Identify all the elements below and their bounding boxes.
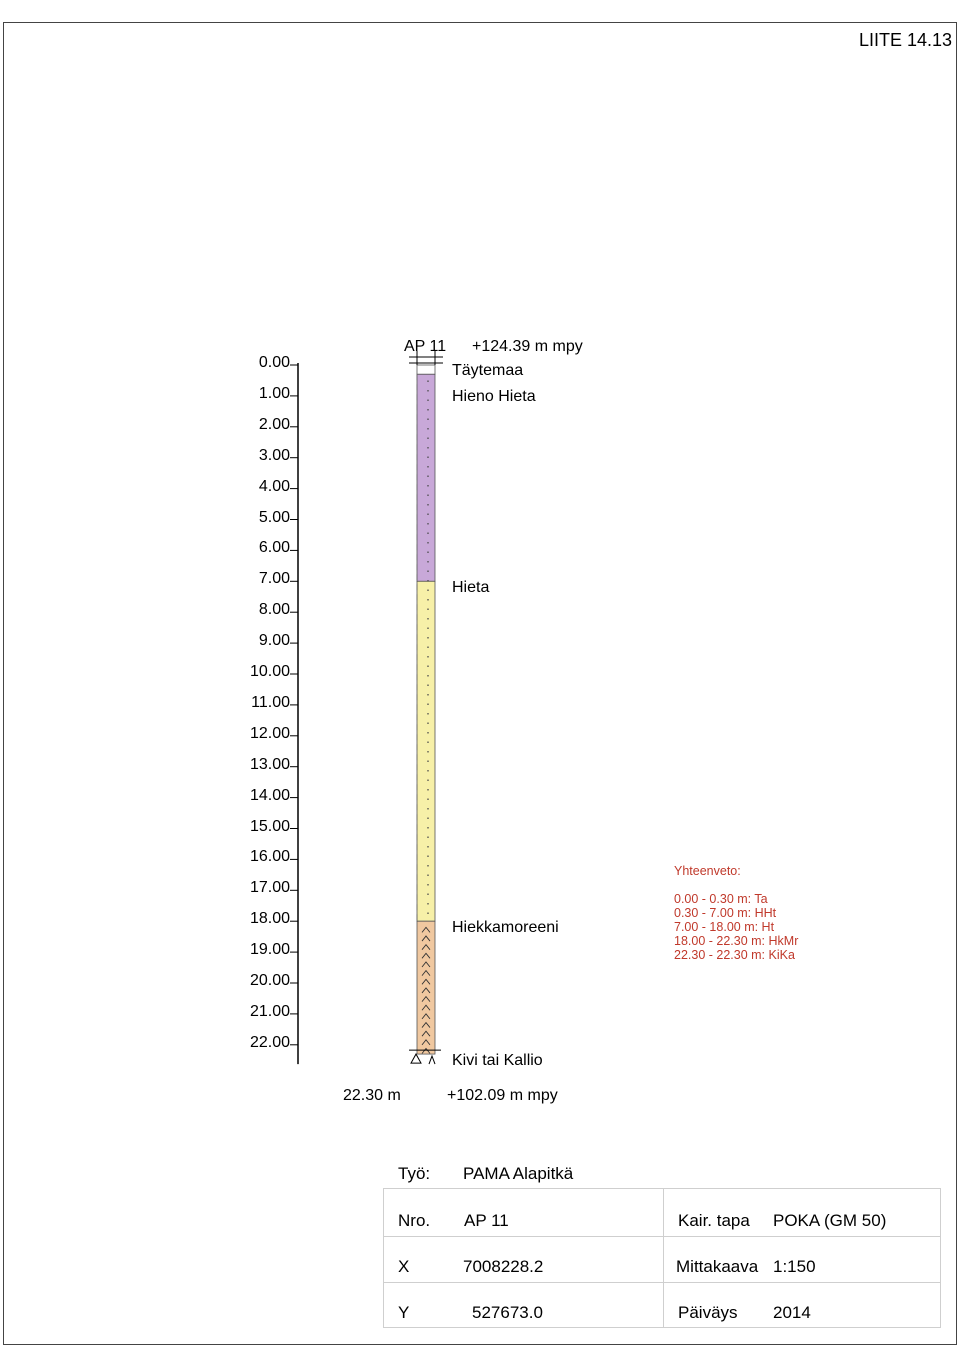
- work-value: PAMA Alapitkä: [463, 1164, 574, 1183]
- depth-tick-label: 11.00: [251, 693, 290, 711]
- appendix-label: LIITE 14.13: [858, 30, 952, 50]
- table-divider: [384, 1236, 940, 1237]
- nro-value: AP 11: [464, 1211, 509, 1230]
- x-value: 7008228.2: [463, 1257, 544, 1276]
- scale-label: Mittakaava: [676, 1257, 759, 1276]
- depth-tick-label: 14.00: [249, 786, 290, 804]
- stone-symbol: [411, 1054, 421, 1063]
- layer-label-hieno-hieta: Hieno Hieta: [452, 388, 536, 405]
- depth-tick-label: 17.00: [249, 879, 290, 897]
- summary-title: Yhteenveto:: [674, 864, 741, 878]
- depth-tick-label: 6.00: [258, 539, 290, 557]
- table-divider: [384, 1282, 940, 1283]
- layer-band: [417, 374, 435, 581]
- nro-label: Nro.: [398, 1211, 431, 1230]
- depth-tick-label: 12.00: [249, 724, 290, 742]
- date-value: 2014: [773, 1303, 811, 1322]
- x-label: X: [398, 1257, 410, 1276]
- depth-tick-label: 19.00: [249, 941, 290, 959]
- depth-tick-label: 0.00: [258, 354, 290, 371]
- summary-lines: [674, 892, 798, 962]
- rock-symbol: [429, 1056, 435, 1064]
- depth-tick-label: 9.00: [258, 632, 290, 650]
- summary-line: 22.30 - 22.30 m: KiKa: [674, 948, 795, 962]
- depth-tick-label: 16.00: [249, 848, 290, 866]
- depth-tick-label: 21.00: [249, 1002, 290, 1020]
- depth-tick-label: 15.00: [249, 817, 290, 835]
- end-label: Kivi tai Kallio: [452, 1052, 543, 1069]
- depth-tick-label: 22.00: [249, 1033, 290, 1051]
- bottom-level: +102.09 m mpy: [447, 1087, 558, 1104]
- summary-line: 7.00 - 18.00 m: Ht: [674, 920, 775, 934]
- depth-tick-label: 18.00: [249, 910, 290, 928]
- depth-tick-label: 2.00: [258, 415, 290, 433]
- layer-band: [417, 581, 435, 921]
- y-value: 527673.0: [472, 1303, 543, 1322]
- bottom-depth: 22.30 m: [343, 1087, 401, 1104]
- depth-tick-label: 5.00: [258, 508, 290, 526]
- layer-label-hieta: Hieta: [452, 579, 490, 596]
- summary-line: 0.30 - 7.00 m: HHt: [674, 906, 777, 920]
- borehole-id: AP 11: [404, 338, 447, 355]
- summary-line: 18.00 - 22.30 m: HkMr: [674, 934, 799, 948]
- depth-tick-label: 10.00: [249, 663, 290, 680]
- depth-tick-label: 20.00: [249, 972, 290, 989]
- method-label: Kair. tapa: [678, 1211, 750, 1230]
- depth-tick-label: 4.00: [258, 477, 290, 495]
- layer-label-taytemaa: Täytemaa: [452, 362, 524, 379]
- layer-label-hiekkamoreeni: Hiekkamoreeni: [452, 919, 559, 936]
- depth-tick-label: 3.00: [258, 446, 290, 464]
- layer-band: [417, 365, 435, 374]
- date-label: Päiväys: [678, 1303, 738, 1322]
- work-label: Työ:: [398, 1164, 431, 1183]
- depth-tick-label: 1.00: [258, 384, 290, 402]
- top-level: +124.39 m mpy: [472, 338, 583, 355]
- depth-tick-label: 8.00: [258, 601, 290, 619]
- method-value: POKA (GM 50): [773, 1211, 887, 1230]
- summary-line: 0.00 - 0.30 m: Ta: [674, 892, 768, 906]
- scale-value: 1:150: [773, 1257, 816, 1276]
- depth-tick-label: 7.00: [258, 570, 290, 588]
- depth-tick-label: 13.00: [249, 755, 290, 773]
- y-label: Y: [398, 1303, 410, 1322]
- table-divider: [663, 1189, 664, 1327]
